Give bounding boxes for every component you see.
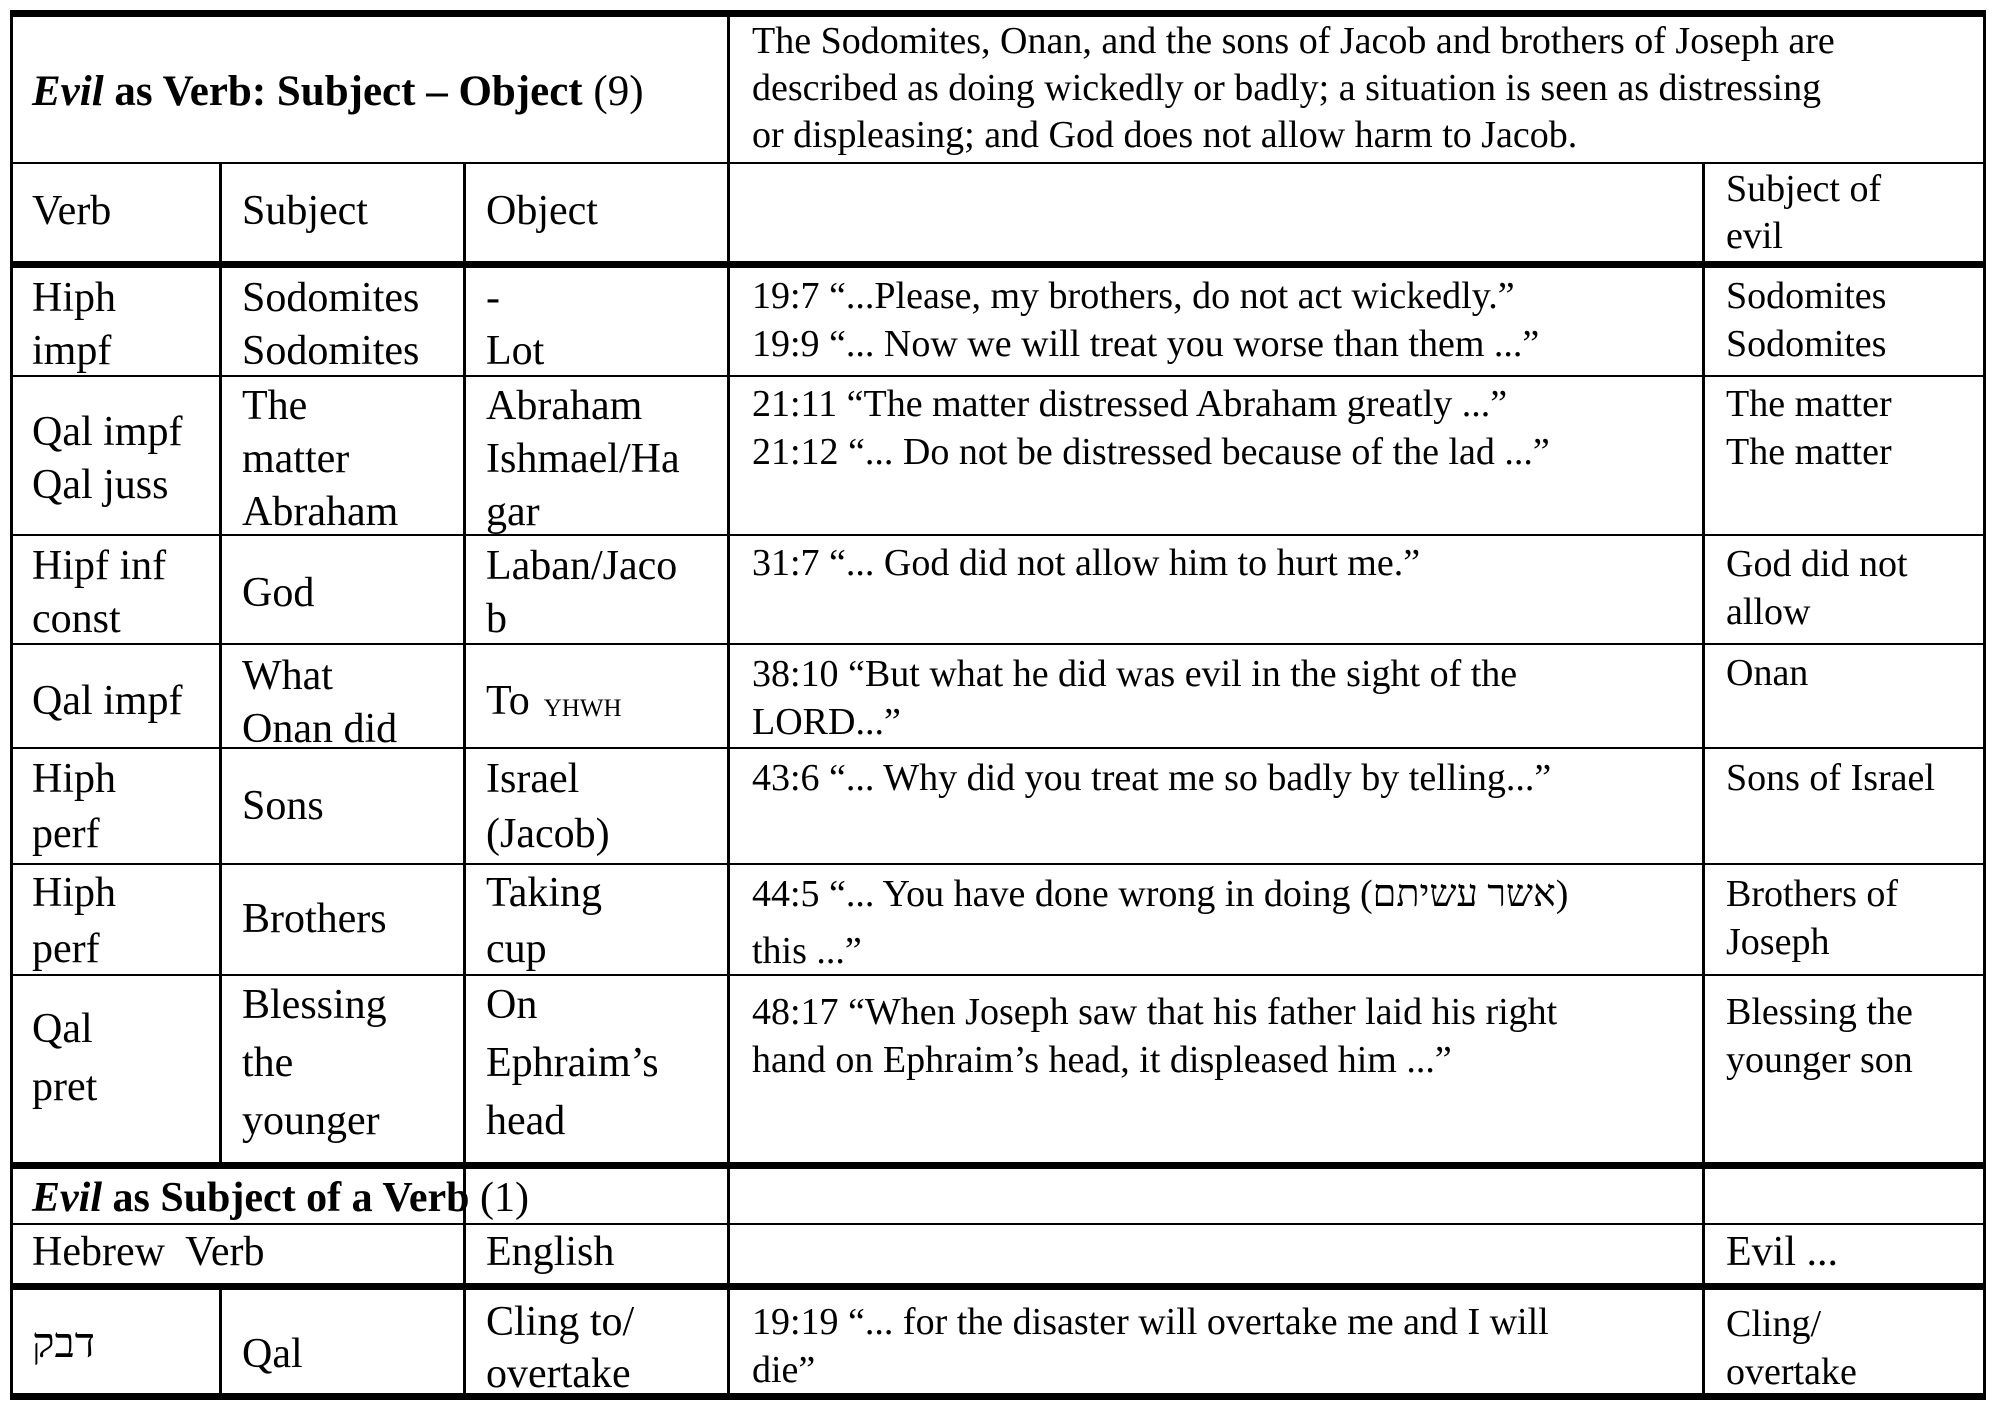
header-verb: Verb [32,188,112,234]
table-bottom-border [10,1393,1986,1400]
description-line: The Sodomites, Onan, and the sons of Jacob and brothers of Joseph are [752,20,1835,62]
row2-evil: The matter The matter [1726,383,1892,473]
row4-object: To YHWH [486,678,622,724]
row4-subject: What Onan did [242,653,398,752]
row6-verb: Hiph perf [32,870,116,972]
row6-subject: Brothers [242,896,387,942]
section1-description [752,18,1835,159]
header-evil: Evil ... [1726,1229,1838,1275]
row2-verb: Qal impf Qal juss [32,409,183,508]
hebrew-root: דבק [32,1321,95,1367]
header-hebrew-verb: Hebrew Verb [32,1229,265,1275]
header-object: Object [486,188,598,234]
column-rule [10,10,13,1400]
row3-subject: God [242,570,315,616]
section2-header-border [10,1283,1986,1290]
column-rule [219,162,222,1162]
column-rule [727,10,730,1400]
section2-evil: Cling/ overtake [1726,1303,1857,1393]
row1-evil: Sodomites Sodomites [1726,275,1887,365]
row1-object: - Lot [486,275,545,374]
header-bottom-border [10,261,1986,268]
row1-verb: Hiph impf [32,275,116,374]
row3-evil: God did not allow [1726,543,1908,633]
section1-title [32,64,644,119]
row7-verb: Qal pret [32,1006,98,1110]
section1-title-italic: Evil [32,68,104,115]
row7-object: On Ephraim’s head [486,982,659,1144]
description-line: described as doing wickedly or badly; a situation is seen as distressing [752,67,1822,109]
row-divider [10,643,1986,645]
row6-object: Taking cup [486,870,603,972]
section1-title-text: as Verb: Subject – Object [103,68,583,115]
row4-evil: Onan [1726,652,1809,694]
section2-title-italic: Evil [32,1175,102,1221]
row3-verb: Hipf inf const [32,543,167,642]
section-divider [10,1162,1986,1169]
header-subject: Subject [242,188,368,234]
row5-verb: Hiph perf [32,756,116,857]
section2-title [32,1172,529,1226]
section2-title-text: as Subject of a Verb [102,1175,470,1221]
row5-text: 43:6 “... Why did you treat me so badly by telling...” [752,757,1552,799]
row2-text: 21:11 “The matter distressed Abraham greatly ...” 21:12 “... Do not be distressed because of the lad ...” [752,383,1550,473]
row5-subject: Sons [242,783,324,829]
row3-text: 31:7 “... God did not allow him to hurt me.” [752,542,1421,584]
row4-verb: Qal impf [32,678,183,724]
description-line: or displeasing; and God does not allow harm to Jacob. [752,114,1578,156]
section2-text: 19:19 “... for the disaster will overtake me and I will die” [752,1301,1549,1391]
english-gloss: Cling to/ overtake [486,1299,635,1397]
row4-text: 38:10 “But what he did was evil in the sight of the LORD...” [752,653,1518,743]
row6-evil: Brothers of Joseph [1726,873,1899,963]
header-english: English [486,1229,615,1275]
row7-subject: Blessing the younger [242,982,387,1144]
table-top-border [10,10,1986,17]
stem: Qal [242,1331,303,1377]
row7-text: 48:17 “When Joseph saw that his father laid his right hand on Ephraim’s head, it displeased him ...” [752,991,1558,1081]
row3-object: Laban/Jaco b [486,543,678,642]
column-rule [219,1283,222,1400]
row1-text: 19:7 “...Please, my brothers, do not act wickedly.” 19:9 “... Now we will treat you worse than them ...” [752,275,1540,365]
row2-object: Abraham Ishmael/Ha gar [486,383,680,535]
row1-subject: Sodomites Sodomites [242,275,420,374]
row5-object: Israel (Jacob) [486,756,610,857]
row2-subject: The matter Abraham [242,383,399,535]
column-rule [1983,10,1986,1400]
row7-evil: Blessing the younger son [1726,991,1913,1081]
yhwh-abbrev: YHWH [543,695,622,722]
row-divider [10,162,1986,164]
section2-count: (1) [469,1175,530,1221]
header-subject-of-evil: Subject of evil [1726,168,1882,257]
row-divider [10,863,1986,865]
row6-text: 44:5 “... You have done wrong in doing (אשר עשיתם) this ...” [752,873,1569,972]
row5-evil: Sons of Israel [1726,757,1935,799]
column-rule [1702,162,1705,1400]
section1-count: (9) [582,68,644,115]
word-study-table [10,10,1986,1400]
hebrew-phrase: אשר עשיתם [1372,873,1556,915]
